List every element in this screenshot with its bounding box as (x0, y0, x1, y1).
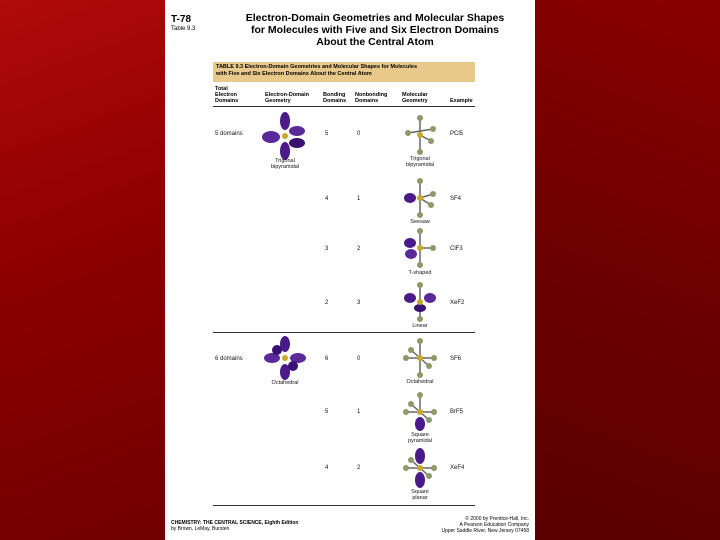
central-atom (282, 133, 288, 139)
xef2-shape-model (405, 282, 435, 322)
header-molecular-geometry (402, 92, 428, 104)
caption-text: Square (411, 432, 429, 438)
bonding-count: 2 (325, 300, 329, 306)
central-atom (282, 355, 288, 361)
shape-caption (390, 156, 450, 168)
pcl5-shape-model (405, 115, 435, 155)
table-bottom-rule (213, 505, 475, 506)
header-bonding-domains (323, 92, 346, 104)
outer-atom (403, 355, 409, 361)
header-text: Domains (215, 98, 239, 104)
nonbonding-count: 2 (357, 465, 361, 471)
caption-text: Trigonal (410, 156, 430, 162)
background-left-band (0, 0, 165, 540)
outer-atom (417, 178, 423, 184)
outer-atom (417, 149, 423, 155)
clf3-shape-model (405, 228, 435, 268)
outer-atom (431, 409, 437, 415)
outer-atom (428, 138, 434, 144)
footer-copyright (415, 516, 529, 534)
header-example: Example (450, 98, 473, 104)
lobe (289, 138, 305, 148)
central-atom (417, 245, 423, 251)
footer-text: A Pearson Education Company (459, 522, 529, 528)
total-domains-5: 5 domains (215, 131, 243, 137)
transparency-code: T-78 (171, 14, 192, 25)
outer-atom (430, 245, 436, 251)
lone-pair-lobe (424, 293, 436, 303)
header-text: Domains (323, 98, 347, 104)
lone-pair-lobe (405, 249, 417, 259)
outer-atom (430, 126, 436, 132)
outer-atom (405, 130, 411, 136)
outer-atom (426, 417, 432, 423)
header-divider (213, 106, 475, 107)
edg-caption-octahedral: Octahedral (271, 380, 299, 386)
title-line: for Molecules with Five and Six Electron Domains (251, 24, 499, 36)
lone-pair-lobe (404, 193, 416, 203)
group-divider (213, 332, 475, 333)
outer-atom (417, 338, 423, 344)
outer-atom (417, 212, 423, 218)
outer-atom (403, 465, 409, 471)
page-title (225, 12, 525, 48)
example-formula: XeF2 (450, 300, 465, 306)
background-right-band (535, 0, 720, 540)
outer-atom (426, 473, 432, 479)
outer-atom (430, 191, 436, 197)
header-text: Electron-Domain (265, 92, 310, 98)
lobe (288, 361, 298, 371)
shape-caption: Octahedral (406, 379, 434, 385)
shape-caption: T-shaped (408, 270, 432, 276)
table-caption-line: TABLE 9.3 Electron-Domain Geometries and Molecular Shapes for Molecules (216, 64, 418, 70)
table-reference: Table 9.3 (171, 26, 196, 32)
central-atom (417, 195, 423, 201)
outer-atom (426, 363, 432, 369)
caption-text: Trigonal (275, 158, 295, 164)
title-line: Electron-Domain Geometries and Molecular Shapes (245, 12, 505, 24)
header-text: Bonding (323, 92, 346, 98)
outer-atom (417, 316, 423, 322)
central-atom (417, 132, 423, 138)
xef4-shape-model (403, 448, 437, 488)
caption-text: bipyramidal (270, 164, 300, 170)
footer-text: by Brown, LeMay, Bursten (171, 526, 230, 532)
footer-credit (171, 520, 298, 532)
shape-caption (390, 432, 450, 444)
lone-pair-lobe (415, 417, 425, 431)
outer-atom (431, 355, 437, 361)
central-atom (417, 465, 423, 471)
sf6-shape-model (403, 338, 437, 378)
central-atom (417, 355, 423, 361)
bonding-count: 4 (325, 465, 329, 471)
shape-caption (390, 489, 450, 501)
bonding-count: 5 (325, 131, 329, 137)
outer-atom (417, 262, 423, 268)
outer-atom (408, 347, 414, 353)
lobe (289, 126, 305, 136)
nonbonding-count: 0 (357, 356, 361, 362)
nonbonding-count: 0 (357, 131, 361, 137)
table-caption (213, 62, 475, 82)
header-nonbonding-domains (355, 92, 387, 104)
shape-caption: Linear (412, 323, 428, 329)
header-electron-domain-geometry (265, 92, 309, 104)
bonding-count: 5 (325, 409, 329, 415)
nonbonding-count: 2 (357, 246, 361, 252)
nonbonding-count: 3 (357, 300, 361, 306)
total-domains-6: 6 domains (215, 356, 243, 362)
lone-pair-lobe (404, 293, 416, 303)
header-total-domains (215, 86, 238, 104)
header-text: Geometry (265, 98, 291, 104)
sf4-shape-model (405, 178, 435, 218)
footer-text: © 2000 by Prentice-Hall, Inc. (465, 516, 529, 522)
lone-pair-lobe (415, 448, 425, 464)
trigonal-bipyramidal-domain-model (265, 115, 305, 159)
header-text: Nonbonding (355, 92, 388, 98)
outer-atom (431, 465, 437, 471)
lone-pair-lobe (414, 304, 426, 312)
outer-atom (428, 202, 434, 208)
outer-atom (417, 392, 423, 398)
outer-atom (408, 401, 414, 407)
outer-atom (403, 409, 409, 415)
footer-text: CHEMISTRY: THE CENTRAL SCIENCE, Eighth Edition (171, 520, 299, 526)
bonding-count: 4 (325, 196, 329, 202)
lobe (262, 131, 280, 143)
shape-caption: Seesaw (410, 219, 430, 225)
example-formula: XeF4 (450, 465, 465, 471)
central-atom (417, 299, 423, 305)
lone-pair-lobe (404, 238, 416, 248)
lobe (280, 112, 290, 130)
footer-text: Upper Saddle River, New Jersey 07458 (441, 528, 529, 534)
example-formula: BrF5 (450, 409, 464, 415)
header-text: Total (215, 86, 228, 92)
nonbonding-count: 1 (357, 409, 361, 415)
edg-caption-trigonal (255, 158, 315, 170)
outer-atom (417, 372, 423, 378)
transparency-page (165, 0, 535, 540)
nonbonding-count: 1 (357, 196, 361, 202)
octahedral-domain-model (265, 337, 305, 379)
example-formula: ClF3 (450, 246, 463, 252)
example-formula: SF6 (450, 356, 462, 362)
lobe (272, 345, 282, 355)
caption-text: planar (412, 495, 428, 501)
caption-text: Square (411, 489, 429, 495)
lone-pair-lobe (415, 472, 425, 488)
caption-text: bipyramidal (405, 162, 435, 168)
header-text: Domains (355, 98, 379, 104)
header-text: Geometry (402, 98, 428, 104)
outer-atom (408, 457, 414, 463)
table-caption-line: with Five and Six Electron Domains About the Central Atom (216, 71, 372, 77)
bonding-count: 3 (325, 246, 329, 252)
caption-text: pyramidal (408, 438, 432, 444)
header-text: Molecular (402, 92, 428, 98)
header-text: Electron (215, 92, 238, 98)
example-formula: PCl5 (450, 131, 464, 137)
brf5-shape-model (403, 392, 437, 432)
central-atom (417, 409, 423, 415)
outer-atom (417, 115, 423, 121)
outer-atom (417, 228, 423, 234)
outer-atom (417, 282, 423, 288)
bonding-count: 6 (325, 356, 329, 362)
example-formula: SF4 (450, 196, 462, 202)
title-line: About the Central Atom (316, 36, 434, 48)
